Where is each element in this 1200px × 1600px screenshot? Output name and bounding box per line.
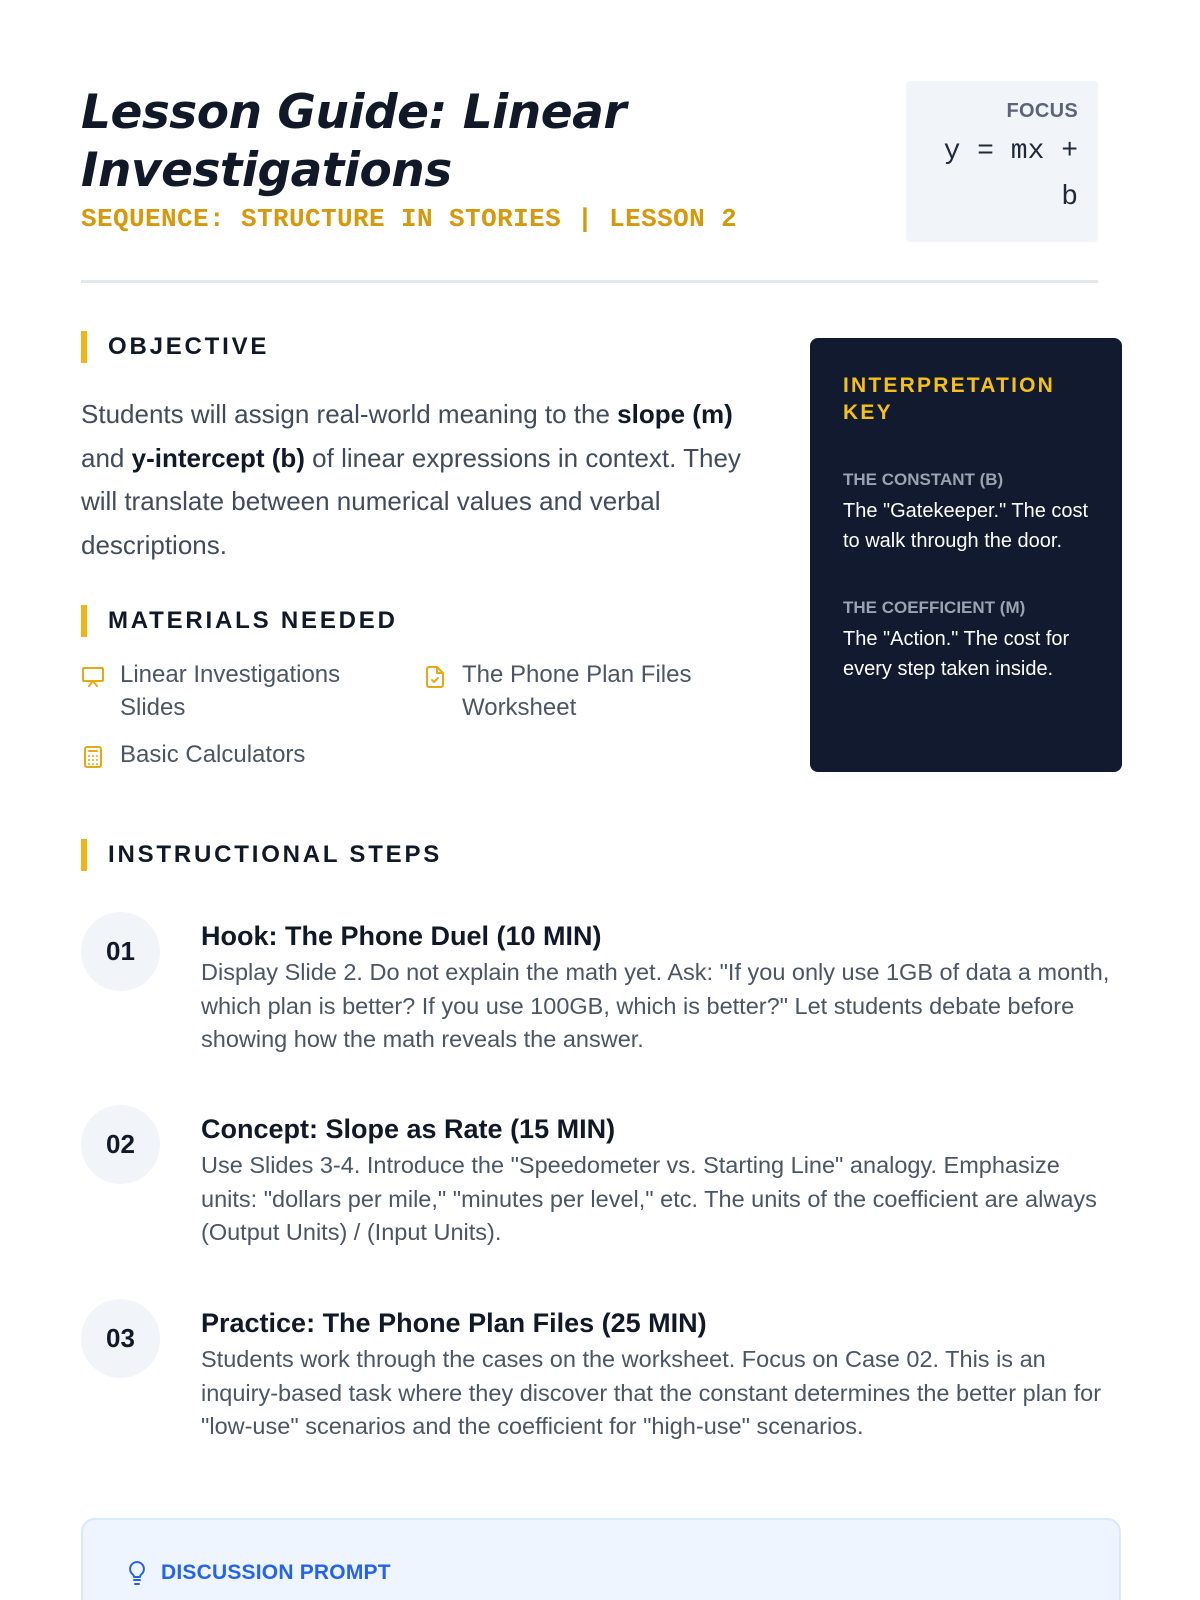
step-desc: Display Slide 2. Do not explain the math yet. Ask: "If you only use 1GB of data a month, which plan is better? If you use 100GB, which is better?" Let students debate before showing how the math reveals the answer. [201,959,1110,1052]
section-accent-bar [81,839,87,871]
material-item [423,658,753,724]
key-item-coefficient [843,598,1089,684]
materials-heading-text: MATERIALS NEEDED [108,607,398,634]
objective-heading-text: OBJECTIVE [108,333,270,360]
material-label: Linear Investigations Slides [120,661,341,721]
step-title: Practice: The Phone Plan Files (25 MIN) [201,1308,707,1338]
presentation-icon [81,665,105,689]
focus-label: FOCUS [1006,100,1078,122]
objective-text-part: of linear expressions in context. They will translate between numerical values and verbal descriptions. [81,442,741,560]
steps-heading-text: INSTRUCTIONAL STEPS [108,841,443,868]
material-item [81,658,381,724]
step-title: Hook: The Phone Duel (10 MIN) [201,921,602,951]
step-body [201,1307,1111,1444]
focus-box [906,81,1098,242]
objective-text-part: Students will assign real-world meaning to the [81,399,618,429]
objective-bold-intercept: y-intercept (b) [131,442,305,473]
key-item-label: THE COEFFICIENT (M) [843,598,1026,617]
step-number: 02 [81,1105,160,1184]
step-title: Concept: Slope as Rate (15 MIN) [201,1114,616,1144]
step-number: 03 [81,1299,160,1378]
key-item-label: THE CONSTANT (B) [843,470,1004,489]
section-accent-bar [81,605,87,637]
discussion-label: DISCUSSION PROMPT [161,1561,391,1584]
document-check-icon [423,665,447,689]
material-item [81,738,401,771]
key-title: INTERPRETATION KEY [843,374,1056,424]
step-desc: Use Slides 3-4. Introduce the "Speedometer vs. Starting Line" analogy. Emphasize units: "dollars per mile," "minutes per level," etc. The units of the coefficient are always (Output Units) / (Input Units). [201,1152,1097,1245]
section-accent-bar [81,331,87,363]
discussion-header [125,1560,391,1586]
objective-bold-slope: slope (m) [617,399,733,429]
material-label: Basic Calculators [120,741,306,768]
step-body [201,920,1111,1057]
objective-text [81,393,761,567]
step-desc: Students work through the cases on the worksheet. Focus on Case 02. This is an inquiry-based task where they discover that the constant determines the better plan for "low-use" scenarios and the coefficient for "high-use" scenarios. [201,1346,1102,1439]
page-title: Lesson Guide: Linear Investigations [81,85,627,198]
discussion-prompt-box [81,1518,1121,1600]
header [81,0,1098,283]
step-number: 01 [81,912,160,991]
key-item-constant [843,470,1089,556]
steps-heading [81,839,442,871]
key-item-desc: The "Action." The cost for every step taken inside. [843,628,1070,680]
key-item-desc: The "Gatekeeper." The cost to walk through the door. [843,500,1089,552]
lightbulb-icon [125,1560,149,1586]
material-label: The Phone Plan Files Worksheet [462,661,692,721]
materials-heading [81,605,398,637]
calculator-icon [81,745,105,769]
interpretation-key-card [810,338,1122,772]
step-body [201,1113,1111,1250]
objective-text-part: and [81,442,132,473]
objective-heading [81,331,269,363]
focus-equation: y = mx + b [943,136,1078,213]
sequence-subtitle: SEQUENCE: STRUCTURE IN STORIES | LESSON 2 [81,204,738,234]
